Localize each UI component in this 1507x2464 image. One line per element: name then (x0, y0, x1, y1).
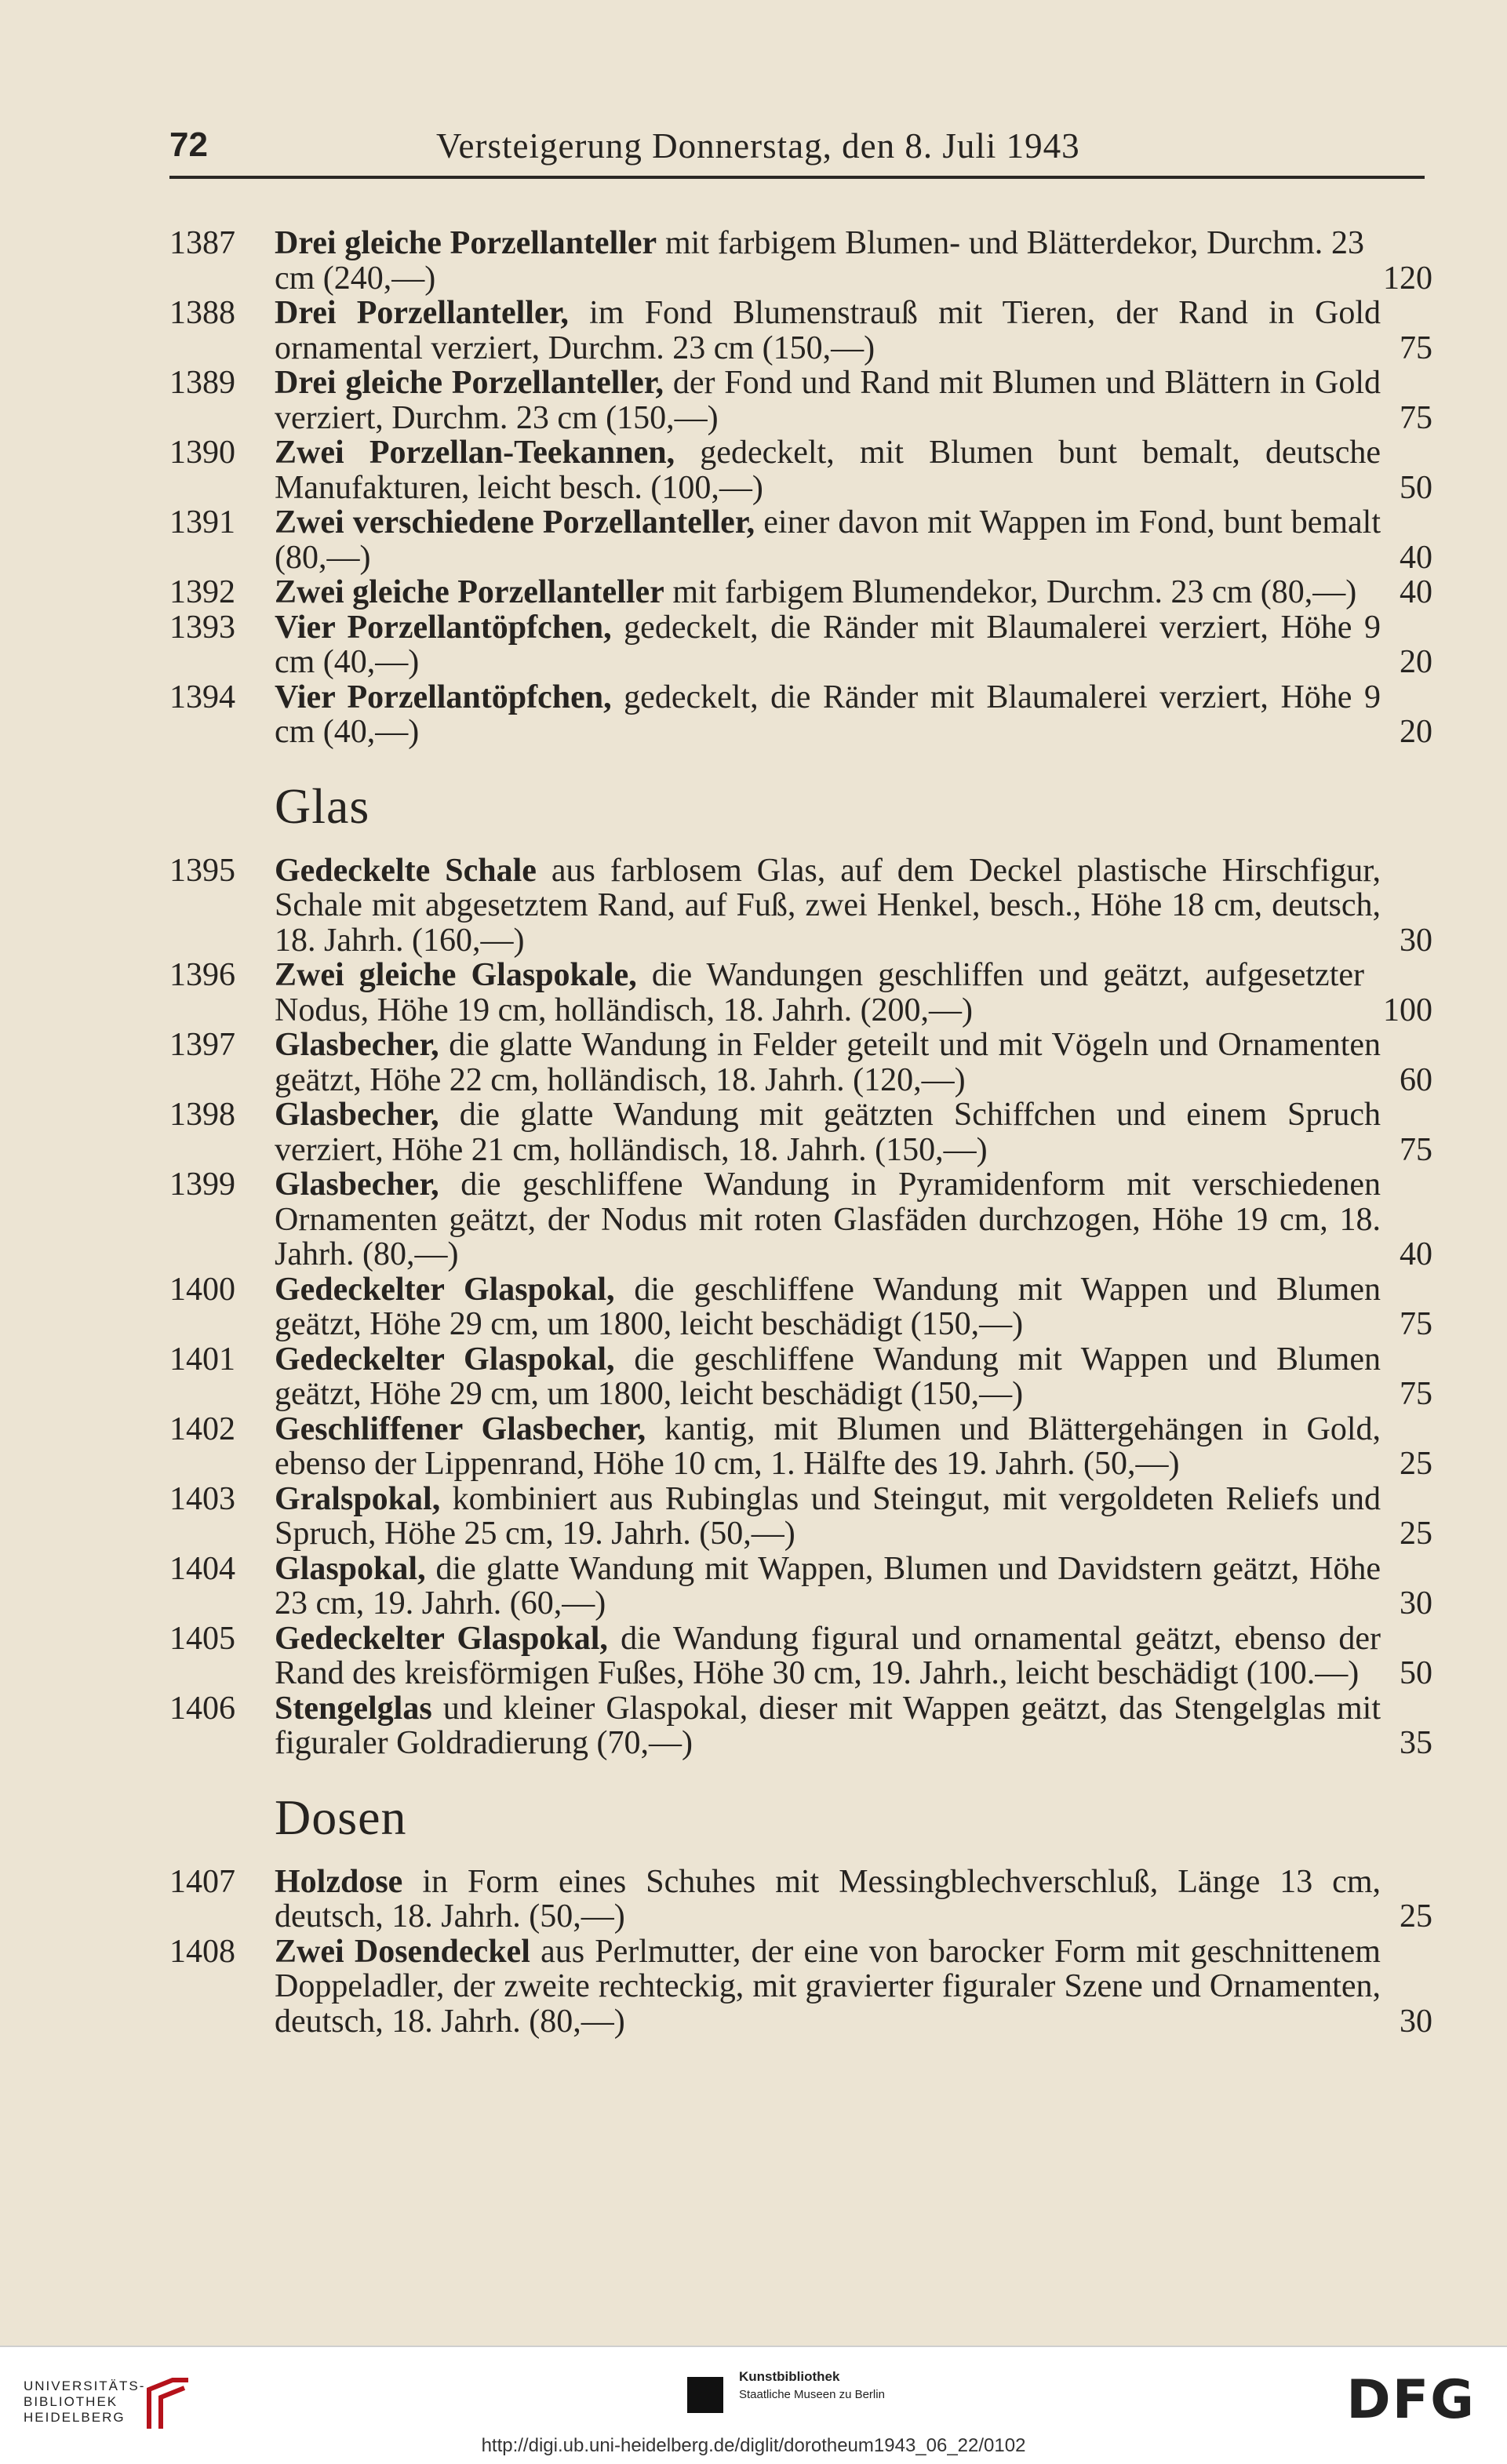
lot-title: Gedeckelte Schale (275, 852, 537, 889)
lot-text (275, 1482, 1381, 1552)
lot-text (275, 1342, 1381, 1412)
lot-title: Zwei verschiedene Porzellanteller, (275, 504, 755, 540)
lot-description: einer davon mit Wappen im Fond, bunt bemalt (80,—) (275, 504, 1381, 576)
lot-number: 1391 (169, 504, 235, 540)
lot-number: 1403 (169, 1480, 235, 1517)
lot-title: Gedeckelter Glaspokal, (275, 1341, 615, 1378)
library-name-line1: UNIVERSITÄTS- (24, 2378, 146, 2393)
lot-text (275, 853, 1381, 959)
lot-title: Glaspokal, (275, 1550, 426, 1587)
lot-title: Geschliffener Glasbecher, (275, 1410, 646, 1447)
lot-price: 40 (1400, 539, 1432, 576)
lot-number: 1390 (169, 435, 235, 471)
lot-description: gedeckelt, die Ränder mit Blaumalerei verziert, Höhe 9 cm (40,—) (275, 609, 1381, 680)
lot-number: 1404 (169, 1550, 235, 1587)
lot-number: 1407 (169, 1863, 235, 1900)
lot-description: mit farbigem Blumendekor, Durchm. 23 cm (80,—) (664, 574, 1357, 610)
lot-description: die geschliffene Wandung mit Wappen und Blumen geätzt, Höhe 29 cm, um 1800, leicht beschädigt (150,—) (275, 1271, 1381, 1342)
lot-description: gedeckelt, die Ränder mit Blaumalerei verziert, Höhe 9 cm (40,—) (275, 679, 1381, 750)
museum-square-icon (687, 2377, 723, 2413)
lot-entry (169, 505, 1432, 575)
lot-number: 1406 (169, 1690, 235, 1727)
lot-price: 40 (1400, 574, 1432, 610)
lot-title: Drei Porzellanteller, (275, 295, 569, 331)
lot-text (275, 505, 1381, 575)
lot-number: 1393 (169, 609, 235, 646)
university-library-logo (24, 2378, 145, 2426)
lot-entry (169, 296, 1432, 366)
lot-description: die glatte Wandung in Felder geteilt und mit Vögeln und Ornamenten geätzt, Höhe 22 cm, holländisch, 18. Jahrh. (120,—) (275, 1027, 1381, 1098)
lot-description: die glatte Wandung mit Wappen, Blumen und Davidstern geätzt, Höhe 23 cm, 19. Jahrh. (60,—) (275, 1550, 1381, 1621)
lot-entry (169, 1934, 1432, 2040)
lot-entry (169, 1167, 1432, 1272)
lot-description: kombiniert aus Rubinglas und Steingut, mit vergoldeten Reliefs und Spruch, Höhe 25 cm, 19. Jahrh. (50,—) (275, 1480, 1381, 1552)
lot-price: 25 (1400, 1898, 1432, 1934)
library-mark-icon (141, 2374, 196, 2437)
lot-entry (169, 366, 1432, 435)
lot-title: Glasbecher, (275, 1027, 439, 1063)
lot-number: 1399 (169, 1166, 235, 1203)
lot-price: 25 (1400, 1446, 1432, 1482)
lot-description: die Wandung figural und ornamental geätzt, ebenso der Rand des kreisförmigen Fußes, Höhe 30 cm, 19. Jahrh., leicht beschädigt (100.—) (275, 1620, 1381, 1691)
lot-title: Gralspokal, (275, 1480, 441, 1517)
lot-text (275, 1552, 1381, 1621)
lot-description: mit farbigem Blumen- und Blätterdekor, Durchm. 23 cm (240,—) (275, 225, 1364, 297)
lot-price: 20 (1400, 644, 1432, 680)
lot-title: Gedeckelter Glaspokal, (275, 1271, 615, 1308)
lot-title: Zwei Porzellan-Teekannen, (275, 435, 675, 471)
lot-description: in Form eines Schuhes mit Messingblechverschluß, Länge 13 cm, deutsch, 18. Jahrh. (50,—) (275, 1863, 1381, 1934)
lot-text (275, 435, 1381, 505)
lot-number: 1389 (169, 365, 235, 401)
lot-number: 1402 (169, 1410, 235, 1447)
lot-price: 30 (1400, 2003, 1432, 2040)
lot-title: Drei gleiche Porzellanteller, (275, 365, 664, 401)
lot-price: 120 (1383, 260, 1432, 297)
lot-price: 75 (1400, 329, 1432, 366)
lot-entry (169, 1412, 1432, 1482)
section-heading: Dosen (275, 1789, 407, 1845)
lot-entry (169, 853, 1432, 959)
lot-price: 40 (1400, 1236, 1432, 1272)
catalog-listing (169, 226, 1432, 2039)
lot-price: 25 (1400, 1516, 1432, 1552)
permalink-url[interactable]: http://digi.ub.uni-heidelberg.de/diglit/dorotheum1943_06_22/0102 (481, 2435, 1026, 2456)
lot-title: Zwei Dosendeckel (275, 1933, 530, 1970)
lot-number: 1397 (169, 1027, 235, 1063)
lot-number: 1387 (169, 225, 235, 261)
lot-title: Holzdose (275, 1863, 403, 1900)
museum-subtitle: Staatliche Museen zu Berlin (739, 2388, 885, 2401)
lot-description: die geschliffene Wandung mit Wappen und Blumen geätzt, Höhe 29 cm, um 1800, leicht beschädigt (150,—) (275, 1341, 1381, 1412)
lot-price: 75 (1400, 1306, 1432, 1342)
lot-price: 100 (1383, 992, 1432, 1028)
lot-title: Zwei gleiche Porzellanteller (275, 574, 664, 610)
lot-description: die glatte Wandung mit geätzten Schiffchen und einem Spruch verziert, Höhe 21 cm, holländisch, 18. Jahrh. (150,—) (275, 1097, 1381, 1168)
lot-entry (169, 1272, 1432, 1342)
lot-text (275, 1097, 1381, 1167)
lot-text (275, 226, 1364, 296)
lot-price: 30 (1400, 1585, 1432, 1621)
lot-text (275, 1167, 1381, 1272)
lot-entry (169, 1342, 1432, 1412)
lot-title: Drei gleiche Porzellanteller (275, 225, 657, 261)
lot-price: 75 (1400, 1131, 1432, 1168)
lot-entry (169, 226, 1432, 296)
lot-text (275, 1412, 1381, 1482)
lot-text (275, 680, 1381, 750)
lot-entry (169, 610, 1432, 680)
lot-number: 1401 (169, 1341, 235, 1378)
lot-number: 1394 (169, 679, 235, 715)
lot-text (275, 1272, 1381, 1342)
lot-number: 1400 (169, 1271, 235, 1308)
lot-text (275, 1691, 1381, 1761)
page-header (169, 119, 1425, 179)
lot-text (275, 366, 1381, 435)
lot-title: Vier Porzellantöpfchen, (275, 679, 612, 715)
lot-entry (169, 1482, 1432, 1552)
lot-price: 50 (1400, 1655, 1432, 1691)
lot-number: 1398 (169, 1097, 235, 1133)
lot-number: 1392 (169, 574, 235, 610)
lot-text (275, 1028, 1381, 1097)
library-name-line2: BIBLIOTHEK (24, 2394, 118, 2409)
lot-text (275, 1865, 1381, 1934)
lot-title: Zwei gleiche Glaspokale, (275, 957, 637, 993)
lot-description: der Fond und Rand mit Blumen und Blättern in Gold verziert, Durchm. 23 cm (150,—) (275, 365, 1381, 436)
lot-number: 1388 (169, 295, 235, 331)
lot-text (275, 575, 1356, 610)
lot-title: Vier Porzellantöpfchen, (275, 609, 612, 646)
lot-entry (169, 1552, 1432, 1621)
lot-text (275, 1621, 1381, 1691)
lot-text (275, 958, 1364, 1028)
lot-description: im Fond Blumenstrauß mit Tieren, der Rand in Gold ornamental verziert, Durchm. 23 cm (150,—) (275, 295, 1381, 366)
library-name-line3: HEIDELBERG (24, 2410, 126, 2425)
lot-title: Stengelglas (275, 1690, 432, 1727)
lot-entry (169, 1691, 1432, 1761)
lot-description: gedeckelt, mit Blumen bunt bemalt, deutsche Manufakturen, leicht besch. (100,—) (275, 435, 1381, 506)
lot-description: aus Perlmutter, der eine von barocker Form mit geschnittenem Doppeladler, der zweite rechteckig, mit gravierter figuraler Szene und Ornamenten, deutsch, 18. Jahrh. (80,—) (275, 1933, 1381, 2040)
lot-description: und kleiner Glaspokal, dieser mit Wappen geätzt, das Stengelglas mit figuraler Goldradierung (70,—) (275, 1690, 1381, 1761)
lot-price: 20 (1400, 714, 1432, 750)
lot-entry (169, 680, 1432, 750)
lot-entry (169, 1621, 1432, 1691)
lot-description: die Wandungen geschliffen und geätzt, aufgesetzter Nodus, Höhe 19 cm, holländisch, 18. Jahrh. (200,—) (275, 957, 1364, 1028)
page-number: 72 (169, 126, 208, 164)
lot-price: 50 (1400, 469, 1432, 506)
footer-bar (0, 2346, 1507, 2464)
lot-price: 35 (1400, 1725, 1432, 1761)
section-heading: Glas (275, 777, 370, 834)
museum-name: Kunstbibliothek (739, 2369, 840, 2384)
lot-text (275, 610, 1381, 680)
lot-title: Glasbecher, (275, 1097, 439, 1133)
running-title: Versteigerung Donnerstag, den 8. Juli 1943 (436, 126, 1080, 166)
lot-entry (169, 575, 1432, 610)
lot-entry (169, 958, 1432, 1028)
lot-entry (169, 435, 1432, 505)
lot-title: Glasbecher, (275, 1166, 439, 1203)
lot-number: 1396 (169, 957, 235, 993)
lot-text (275, 1934, 1381, 2040)
lot-number: 1405 (169, 1620, 235, 1657)
lot-description: aus farblosem Glas, auf dem Deckel plastische Hirschfigur, Schale mit abgesetztem Rand, auf Fuß, zwei Henkel, besch., Höhe 18 cm, deutsch, 18. Jahrh. (160,—) (275, 852, 1381, 959)
dfg-logo: DFG (1346, 2369, 1476, 2431)
lot-price: 75 (1400, 1376, 1432, 1412)
lot-entry (169, 1028, 1432, 1097)
lot-text (275, 296, 1381, 366)
lot-price: 30 (1400, 922, 1432, 959)
lot-title: Gedeckelter Glaspokal, (275, 1620, 608, 1657)
lot-number: 1408 (169, 1933, 235, 1970)
lot-entry (169, 1097, 1432, 1167)
lot-description: kantig, mit Blumen und Blättergehängen in Gold, ebenso der Lippenrand, Höhe 10 cm, 1. Hälfte des 19. Jahrh. (50,—) (275, 1410, 1381, 1482)
lot-entry (169, 1865, 1432, 1934)
lot-number: 1395 (169, 852, 235, 889)
lot-price: 75 (1400, 399, 1432, 436)
lot-description: die geschliffene Wandung in Pyramidenform mit verschiedenen Ornamenten geätzt, der Nodus mit roten Glasfäden durchzogen, Höhe 19 cm, 18. Jahrh. (80,—) (275, 1166, 1381, 1272)
lot-price: 60 (1400, 1061, 1432, 1098)
